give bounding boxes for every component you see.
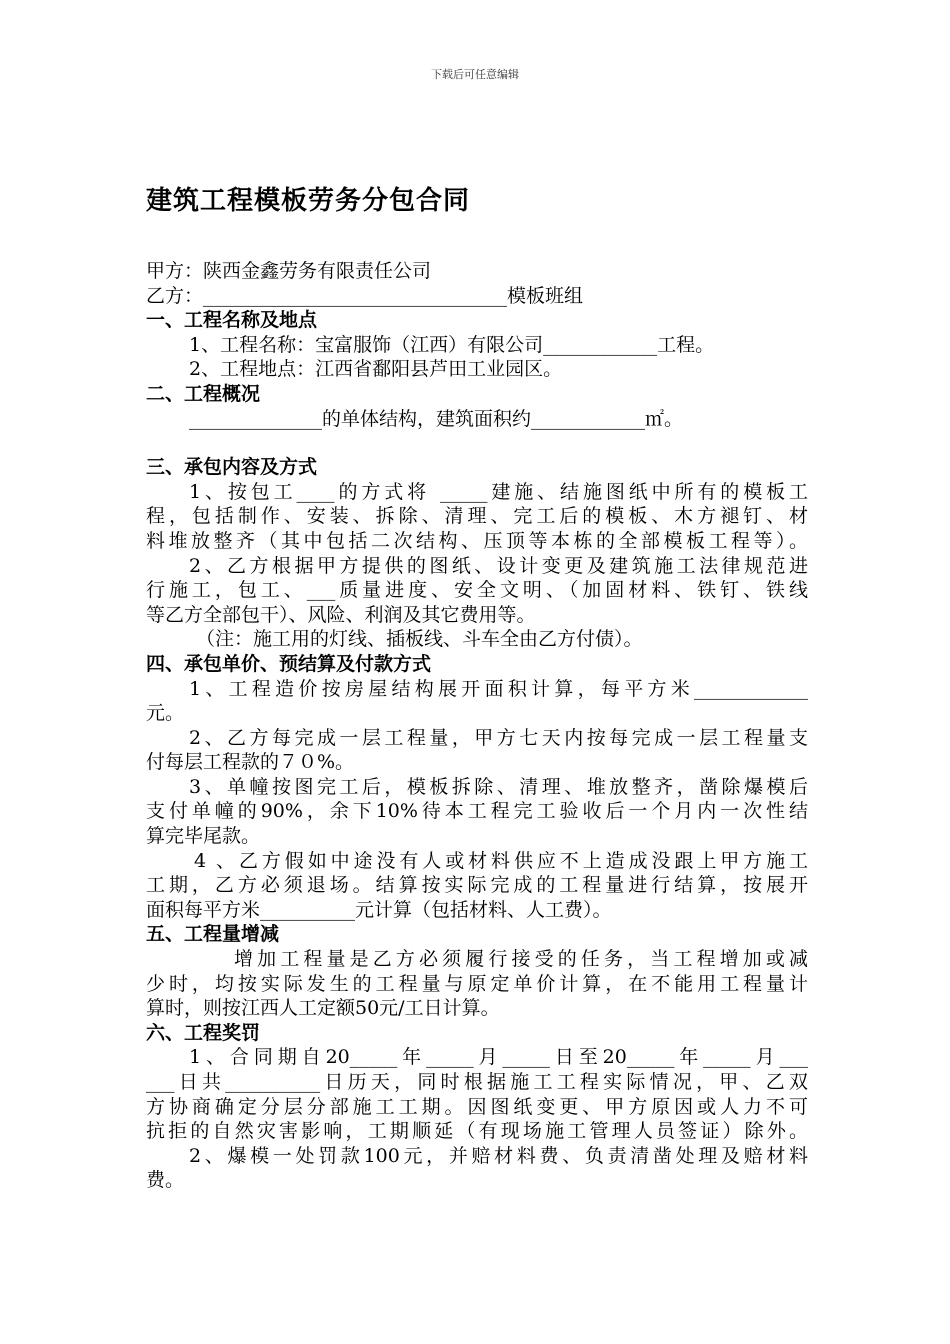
clause-text: 等乙方全部包干）、风险、利润及其它费用等。	[146, 603, 536, 626]
clause-text: 算时，则按江西人工定额50元/工日计算。	[146, 997, 500, 1020]
clause-text: 2、乙方根据甲方提供的图纸、设计变更及建筑施工法律规范进	[189, 554, 808, 577]
clause-text: 抗拒的自然灾害影响，工期顺延（有现场施工管理人员签证）除外。	[146, 1120, 808, 1143]
clause-text: 1、按包工____的方式将 _____建施、结施图纸中所有的模板工	[189, 480, 808, 503]
clause-text: 1、合同期自20_____年_____月_____日至20_____年_____月___	[189, 1046, 808, 1069]
clause-text: 工期，乙方必须退场。结算按实际完成的工程量进行结算，按展开	[146, 874, 808, 897]
clause-text: 算完毕尾款。	[146, 825, 261, 848]
clause-text: 元。	[146, 702, 185, 725]
clause-text: 行施工，包工、___质量进度、安全文明、（加固材料、铁钉、铁线	[146, 579, 808, 602]
clause-text: 2、工程地点：江西省鄱阳县芦田工业园区。	[189, 358, 563, 381]
document-title: 建筑工程模板劳务分包合同	[146, 186, 471, 216]
document-body	[146, 259, 808, 1193]
clause-text: 3、单幢按图完工后，模板拆除、清理、堆放整齐，凿除爆模后	[189, 775, 808, 798]
section-heading-2: 二、工程概况	[146, 382, 261, 405]
clause-text: 2、爆模一处罚款100元，并赔材料费、负责清凿处理及赔材料	[189, 1144, 808, 1167]
party-a-line: 甲方：陕西金鑫劳务有限责任公司	[146, 260, 432, 282]
clause-text: 2、乙方每完成一层工程量，甲方七天内按每完成一层工程量支	[189, 726, 808, 749]
clause-text: 4 、乙方假如中途没有人或材料供应不上造成没跟上甲方施工	[194, 849, 808, 872]
clause-text: 方协商确定分层分部施工工期。因图纸变更、甲方原因或人力不可	[146, 1095, 808, 1118]
clause-text: 面积每平方米__________元计算（包括材料、人工费）。	[146, 898, 612, 921]
clause-text: 1、工程名称：宝富服饰（江西）有限公司____________工程。	[189, 333, 715, 356]
clause-text: 程，包括制作、安装、拆除、清理、完工后的模板、木方褪钉、材	[146, 505, 808, 528]
section-heading-6: 六、工程奖罚	[146, 1021, 261, 1044]
section-heading-1: 一、工程名称及地点	[146, 309, 318, 332]
section-heading-5: 五、工程量增减	[146, 923, 280, 946]
clause-note: （注：施工用的灯线、插板线、斗车全由乙方付债）。	[196, 628, 643, 651]
clause-text: ___日共__________日历天，同时根据施工工程实际情况，甲、乙双	[146, 1071, 808, 1093]
clause-text: 少时，均按实际发生的工程量与原定单价计算，在不能用工程量计	[146, 972, 808, 995]
party-b-line: 乙方：________________________________模板班组	[146, 284, 584, 307]
clause-text: 1、工程造价按房屋结构展开面积计算，每平方米____________	[189, 677, 808, 700]
section-heading-4: 四、承包单价、预结算及付款方式	[146, 652, 432, 675]
clause-text: 料堆放整齐（其中包括二次结构、压顶等本栋的全部模板工程等）。	[146, 529, 808, 552]
clause-text: 付每层工程款的７０%。	[146, 751, 355, 774]
header-note: 下载后可任意编辑	[431, 68, 519, 81]
spacer	[146, 431, 808, 455]
clause-text: 费。	[146, 1169, 185, 1192]
clause-text: ______________的单体结构，建筑面积约____________㎡。	[189, 407, 684, 430]
clause-text: 增加工程量是乙方必须履行接受的任务，当工程增加或减	[234, 948, 808, 971]
section-heading-3: 三、承包内容及方式	[146, 456, 318, 479]
clause-text: 支付单幢的90%，余下10%待本工程完工验收后一个月内一次性结	[146, 800, 808, 823]
